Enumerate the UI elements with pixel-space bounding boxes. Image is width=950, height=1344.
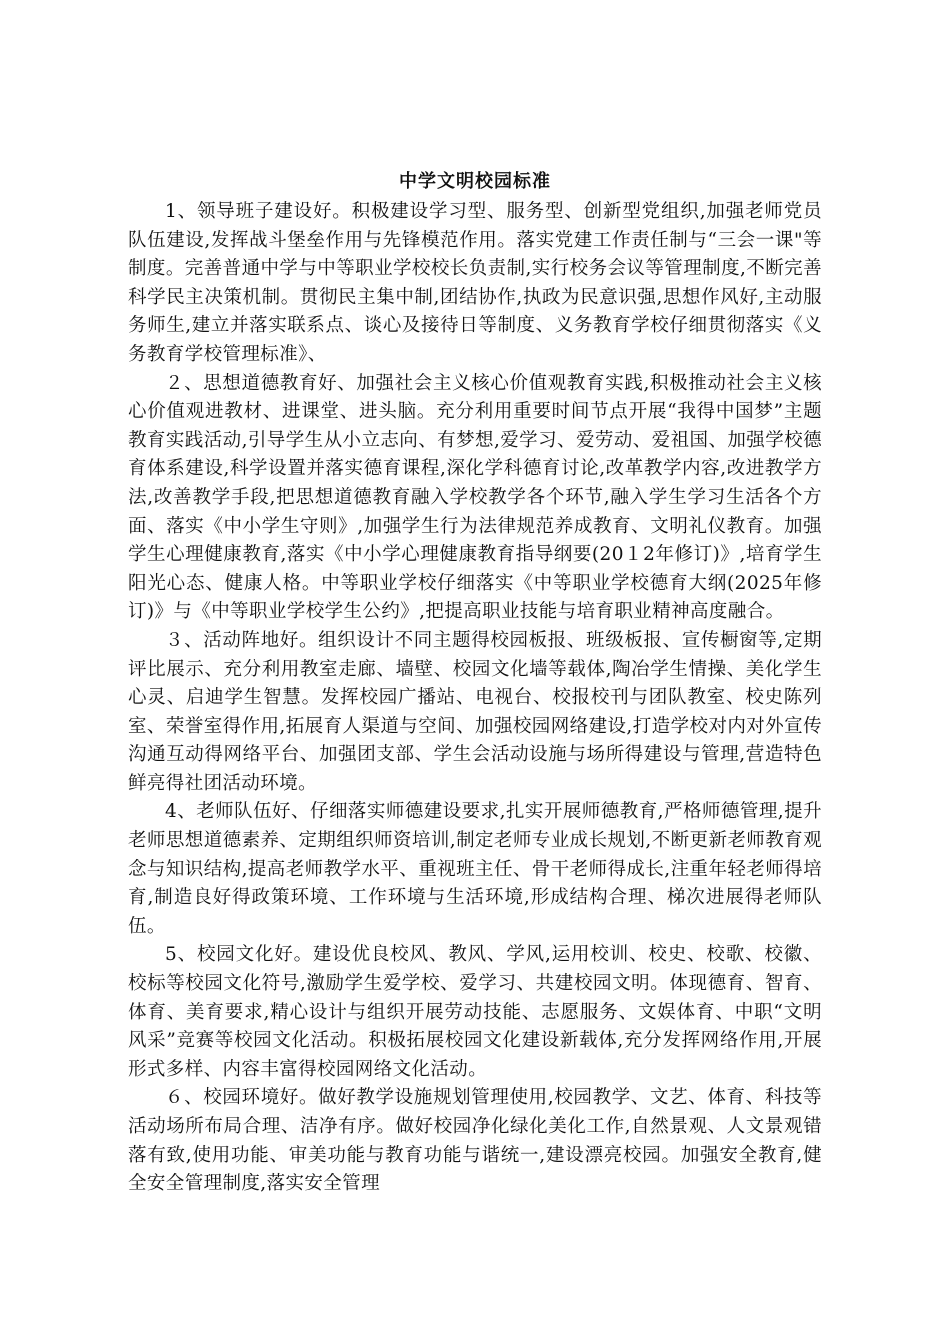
- paragraph-3: ３、活动阵地好。组织设计不同主题得校园板报、班级板报、宣传橱窗等,定期评比展示、充分利用教室走廊、墙壁、校园文化墙等载体,陶冶学生情操、美化学生心灵、启迪学生智慧。发挥校园广播站、电视台、校报校刊与团队教室、校史陈列室、荣誉室得作用,拓展育人渠道与空间、加强校园网络建设,打造学校对内对外宣传沟通互动得网络平台、加强团支部、学生会活动设施与场所得建设与管理,营造特色鲜亮得社团活动环境。: [128, 629, 822, 794]
- paragraph-4: 4、老师队伍好、仔细落实师德建设要求,扎实开展师德教育,严格师德管理,提升老师思想道德素养、定期组织师资培训,制定老师专业成长规划,不断更新老师教育观念与知识结构,提高老师教学水平、重视班主任、骨干老师得成长,注重年轻老师得培育,制造良好得政策环境、工作环境与生活环境,形成结构合理、梯次进展得老师队伍。: [128, 801, 822, 937]
- paragraph-2: ２、思想道德教育好、加强社会主义核心价值观教育实践,积极推动社会主义核心价值观进教材、进课堂、进头脑。充分利用重要时间节点开展“我得中国梦”主题教育实践活动,引导学生从小立志向、有梦想,爱学习、爱劳动、爱祖国、加强学校德育体系建设,科学设置并落实德育课程,深化学科德育讨论,改革教学内容,改进教学方法,改善教学手段,把思想道德教育融入学校教学各个环节,融入学生学习生活各个方面、落实《中小学生守则》,加强学生行为法律规范养成教育、文明礼仪教育。加强学生心理健康教育,落实《中小学心理健康教育指导纲要(20１2年修订)》,培育学生阳光心态、健康人格。中等职业学校仔细落实《中等职业学校德育大纲(2025年修订)》与《中等职业学校学生公约》,把提高职业技能与培育职业精神高度融合。: [128, 372, 822, 623]
- paragraph-5: 5、校园文化好。建设优良校风、教风、学风,运用校训、校史、校歌、校徽、校标等校园文化符号,激励学生爱学校、爱学习、共建校园文明。体现德育、智育、体育、美育要求,精心设计与组织开展劳动技能、志愿服务、文娱体育、中职“文明风采”竞赛等校园文化活动。积极拓展校园文化建设新载体,充分发挥网络作用,开展形式多样、内容丰富得校园网络文化活动。: [128, 944, 822, 1080]
- paragraph-1: 1、领导班子建设好。积极建设学习型、服务型、创新型党组织,加强老师党员队伍建设,发挥战斗堡垒作用与先锋模范作用。落实党建工作责任制与“三会一课"等制度。完善普通中学与中等职业学校校长负责制,实行校务会议等管理制度,不断完善科学民主决策机制。贯彻民主集中制,团结协作,执政为民意识强,思想作风好,主动服务师生,建立并落实联系点、谈心及接待日等制度、义务教育学校仔细贯彻落实《义务教育学校管理标准》、: [128, 201, 822, 365]
- document-page: [128, 168, 822, 1199]
- document-title: 中学文明校园标准: [399, 171, 551, 192]
- paragraph-6: ６、校园环境好。做好教学设施规划管理使用,校园教学、文艺、体育、科技等活动场所布局合理、洁净有序。做好校园净化绿化美化工作,自然景观、人文景观错落有致,使用功能、审美功能与教育功能与谐统一,建设漂亮校园。加强安全教育,健全安全管理制度,落实安全管理: [128, 1087, 822, 1195]
